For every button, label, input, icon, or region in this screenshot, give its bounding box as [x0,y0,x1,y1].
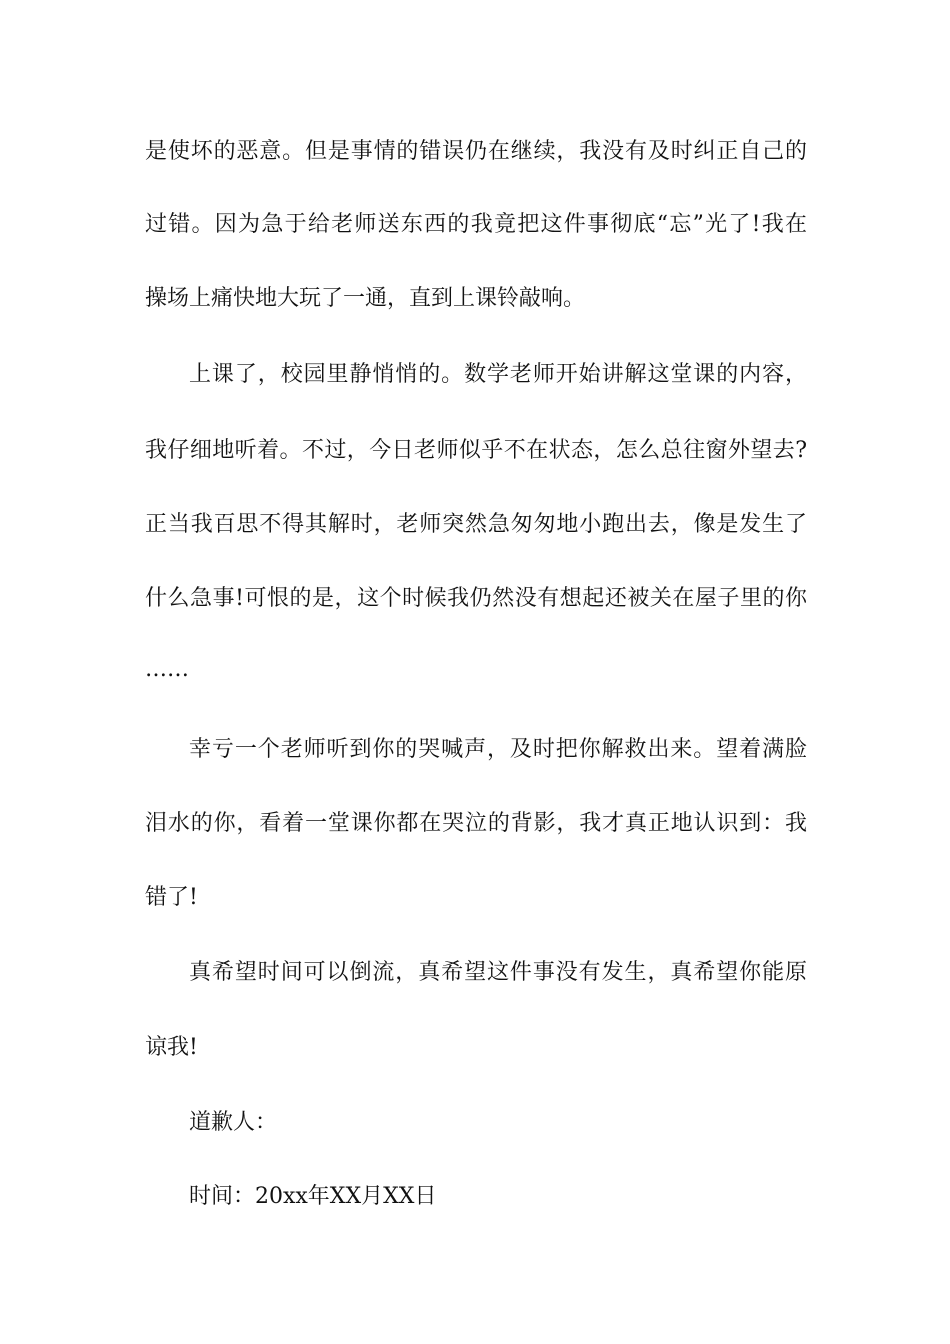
paragraph-line: 是使坏的恶意。但是事情的错误仍在继续，我没有及时纠正自己的 [145,139,807,164]
paragraph-line: 幸亏一个老师听到你的哭喊声，及时把你解救出来。望着满脸 [189,737,807,762]
paragraph-line: 错了! [145,885,198,910]
paragraph-line: 什么急事!可恨的是，这个时候我仍然没有想起还被关在屋子里的你 [145,586,807,611]
date-line: 时间：20xx年XX月XX日 [189,1184,437,1209]
paragraph-line: 谅我! [145,1035,198,1060]
paragraph-line: 正当我百思不得其解时，老师突然急匆匆地小跑出去，像是发生了 [145,512,807,537]
paragraph-line: 真希望时间可以倒流，真希望这件事没有发生，真希望你能原 [189,960,807,985]
paragraph-line: 我仔细地听着。不过，今日老师似乎不在状态，怎么总往窗外望去? [145,438,807,463]
paragraph-line: 泪水的你，看着一堂课你都在哭泣的背影，我才真正地认识到：我 [145,811,807,836]
paragraph-line: …… [145,657,189,682]
signature-label: 道歉人： [189,1110,278,1135]
paragraph-line: 上课了，校园里静悄悄的。数学老师开始讲解这堂课的内容， [189,362,807,387]
paragraph-line: 操场上痛快地大玩了一通，直到上课铃敲响。 [145,286,586,311]
paragraph-line: 过错。因为急于给老师送东西的我竟把这件事彻底“忘”光了!我在 [145,212,807,237]
